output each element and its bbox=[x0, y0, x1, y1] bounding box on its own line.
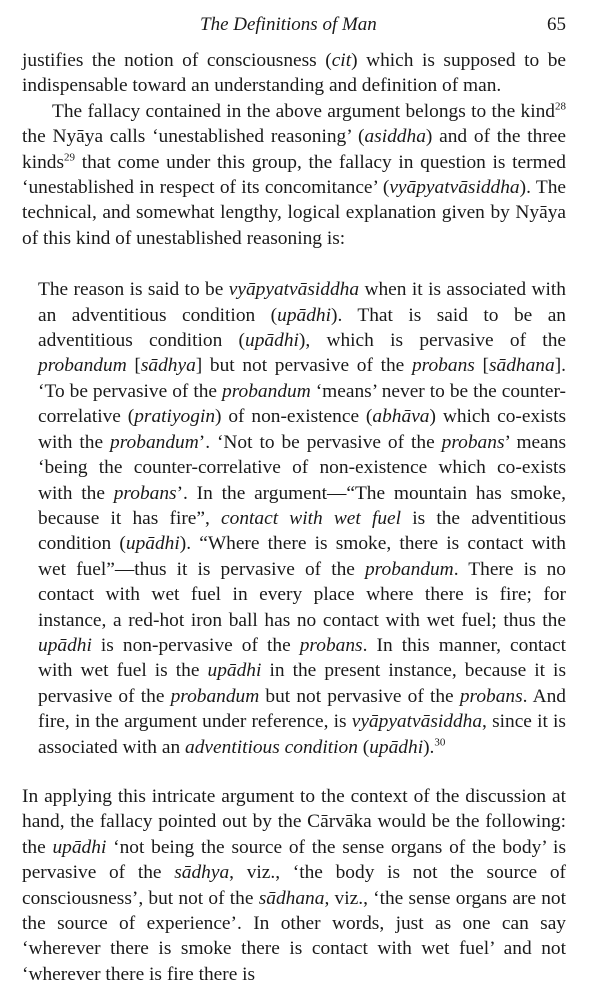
italic-term: asiddha bbox=[364, 126, 426, 148]
italic-term: vyāpyatvāsiddha bbox=[228, 279, 360, 301]
paragraph-1 bbox=[22, 48, 566, 99]
paragraph-3 bbox=[22, 784, 566, 987]
text-run: , viz., ‘the body is not the source of consciousness’, but not of the bbox=[22, 862, 566, 909]
italic-term: probandum bbox=[222, 380, 311, 402]
italic-term: upādhi bbox=[207, 660, 262, 682]
italic-term: adventitious condition bbox=[185, 736, 358, 758]
italic-term: sādhana bbox=[258, 887, 325, 909]
text-run: ). That is said to be an adventitious condition ( bbox=[38, 304, 566, 352]
text-run: ), which is pervasive of the bbox=[298, 330, 566, 352]
italic-term: vyāpyatvāsiddha bbox=[351, 711, 483, 733]
paragraph-2 bbox=[22, 99, 566, 251]
italic-term: probandum bbox=[170, 685, 260, 707]
text-run: but not pervasive of the bbox=[259, 685, 460, 707]
text-run: ). The technical, and somewhat lengthy, logical explanation given by Nyāya of this kind of unestablished reasoning is: bbox=[22, 177, 567, 249]
italic-term: vyāpyatvāsiddha bbox=[389, 177, 520, 199]
italic-term: pratiyogin bbox=[134, 406, 216, 428]
italic-term: probans bbox=[441, 431, 505, 453]
text-run: justifies the notion of consciousness ( bbox=[22, 50, 332, 71]
text-run: ’. In the argument—“The mountain has smoke, because it has fire”, bbox=[38, 482, 567, 529]
text-run: is the adventitious condition ( bbox=[38, 507, 566, 555]
text-run: the Nyāya calls ‘unestablished reasoning’ ( bbox=[22, 126, 365, 148]
italic-term: sādhya bbox=[174, 862, 230, 884]
text-run: ’. ‘Not to be pervasive of the bbox=[198, 431, 442, 453]
italic-term: probans bbox=[411, 355, 475, 377]
italic-term: probandum bbox=[110, 431, 199, 453]
text-run: . In this manner, contact with wet fuel is the bbox=[38, 634, 566, 682]
text-run: ) of non-existence ( bbox=[215, 406, 373, 428]
italic-term: upādhi bbox=[369, 736, 424, 758]
block-quote bbox=[38, 277, 566, 760]
italic-term: upādhi bbox=[245, 330, 299, 352]
italic-term: upādhi bbox=[38, 634, 92, 656]
text-run: when it is associated with an adventitious condition ( bbox=[38, 279, 566, 326]
italic-term: sādhana bbox=[488, 355, 555, 377]
text-run: ‘not being the source of the sense organs of the body’ is pervasive of the bbox=[22, 836, 566, 884]
text-run: The reason is said to be bbox=[38, 279, 229, 301]
italic-term: sādhya bbox=[140, 355, 196, 377]
text-run: In applying this intricate argument to the context of the discussion at hand, the fallacy pointed out by the Cārvāka would be the following: the bbox=[22, 785, 566, 858]
text-run: . And fire, in the argument under reference, is bbox=[38, 685, 566, 733]
italic-term: upādhi bbox=[52, 836, 107, 858]
italic-term: probandum bbox=[364, 558, 454, 580]
italic-term: probans bbox=[113, 482, 177, 504]
text-run: [ bbox=[126, 355, 141, 377]
italic-term: contact with wet fuel bbox=[221, 507, 402, 529]
text-run: that come under this group, the fallacy in question is termed ‘unestablished in respect of its concomitance’ ( bbox=[22, 151, 566, 199]
italic-term: probans bbox=[299, 634, 363, 656]
footnote-ref: 30 bbox=[434, 736, 446, 749]
page-number: 65 bbox=[547, 14, 566, 35]
text-run: is non-pervasive of the bbox=[91, 634, 300, 656]
running-title: The Definitions of Man bbox=[200, 14, 377, 35]
text-run: ). bbox=[423, 736, 435, 758]
text-run: ) which co-exists with the bbox=[38, 406, 567, 453]
text-run: ] but not pervasive of the bbox=[195, 355, 412, 377]
italic-term: probandum bbox=[38, 355, 127, 377]
italic-term: cit bbox=[331, 50, 352, 71]
text-run: ’ means ‘being the counter-correlative of non-existence which co-exists with the bbox=[38, 431, 566, 504]
text-run: [ bbox=[474, 355, 489, 377]
text-run: ( bbox=[357, 736, 370, 758]
text-run: The fallacy contained in the above argument belongs to the kind bbox=[52, 100, 555, 122]
page-header bbox=[22, 14, 566, 48]
text-run: in the present instance, because it is pervasive of the bbox=[38, 660, 566, 707]
text-run: ]. ‘To be pervasive of the bbox=[38, 355, 566, 402]
italic-term: upādhi bbox=[277, 304, 331, 326]
text-run: ‘means’ never to be the counter-correlative ( bbox=[38, 380, 566, 428]
footnote-ref: 29 bbox=[64, 151, 76, 164]
footnote-ref: 28 bbox=[555, 100, 566, 113]
italic-term: upādhi bbox=[125, 533, 180, 555]
text-run: ) and of the three kinds bbox=[22, 126, 566, 173]
text-run: ) which is supposed to be indispensable toward an understanding and definition of man. bbox=[22, 50, 566, 97]
text-run: ). “Where there is smoke, there is contact with wet fuel”—thus it is pervasive of the bbox=[38, 533, 566, 580]
italic-term: probans bbox=[459, 685, 523, 707]
text-run: . There is no contact with wet fuel in every place where there is fire; for instance, a red-hot iron ball has no contact with wet fuel; thus the bbox=[38, 558, 567, 631]
text-run: , viz., ‘the sense organs are not the source of experience’. In other words, just as one can say ‘wherever there is smoke there is contact with wet fuel’ and not ‘wherever there is fire there is bbox=[22, 887, 567, 985]
text-run: , since it is associated with an bbox=[38, 711, 566, 758]
italic-term: abhāva bbox=[372, 406, 430, 428]
